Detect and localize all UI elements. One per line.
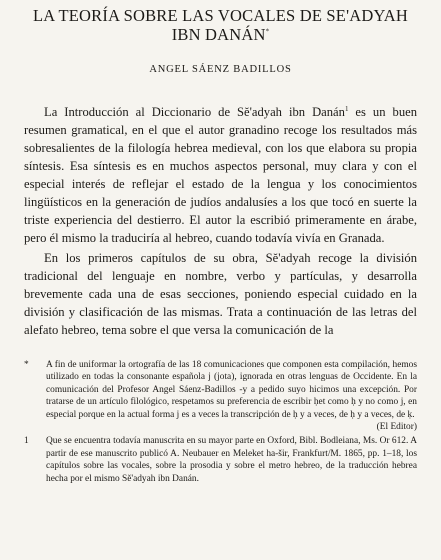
footnote-editor-tag: (El Editor): [376, 422, 417, 433]
footnote-mark: 1: [24, 436, 29, 447]
footnote-mark: *: [24, 360, 29, 370]
paragraph-2: En los primeros capítulos de su obra, Sĕ'adyah recoge la división tradicional del lenguaje en nombre, verbo y partículas, y desarrolla brevemente cada una de esas secciones, poniendo especial cuidado en la división y clasificación de las mismas. Trata a continuación de las letras del alefato hebreo, tema sobre el que versa la comunicación de la: [24, 251, 417, 337]
title-footnote-mark: *: [265, 27, 270, 36]
article-body: [24, 103, 417, 339]
paragraph-1-start: La Introducción al Diccionario de Sĕ'adyah ibn Danán: [44, 105, 345, 119]
footnotes: [24, 359, 417, 485]
footnote-ref-1: 1: [344, 104, 349, 113]
footnote-star: [24, 359, 417, 433]
footnote-1: [24, 435, 417, 485]
footnote-body: A fin de uniformar la ortografía de las 18 comunicaciones que componen esta compilación, hemos utilizado en todas la consonante española j (jota), ignorada en otras lenguas de Occidente. En la comunicación del Profesor Angel Sáenz-Badillos -y a pedido suyo hicimos una excepción. Por tratarse de un artículo filológico, respetamos su preferencia de escribir ḥet como ḥ y no como j, en especial porque en la actual forma j es a veces la transcripción de ḥ y a veces, de ḥ y a veces, de ḳ.: [46, 360, 417, 420]
article-title: [24, 6, 417, 44]
author-name: ANGEL SÁENZ BADILLOS: [149, 64, 292, 75]
footnote-text: Que se encuentra todavía manuscrita en su mayor parte en Oxford, Bibl. Bodleiana, Ms. Or 612. A partir de ese manuscrito publicó A. Neubauer en Meleket ha-šir, Frankfurt/M. 1865, pp. 1–18, los capítulos sobre las vocales, sobre la prosodia y sobre el metro hebreo, de la traducción hebrea hecha por el mismo Sĕ'adyah ibn Danán.: [46, 436, 417, 484]
title-text: LA TEORÍA SOBRE LAS VOCALES DE SE'ADYAH IBN DANÁN: [32, 6, 409, 44]
paragraph-1: [24, 103, 417, 247]
footnote-text: [46, 359, 417, 433]
paragraph-1-rest: es un buen resumen gramatical, en el que el autor granadino recoge los resultados más sobresalientes de la filología hebrea medieval, con los que elabora su propia síntesis. Esa síntesis es en muchos aspectos personal, muy clara y con el especial interés de reflejar el estado de la lengua y los conocimientos lingüísticos en la generación de judíos andalusíes a los que tocó en suerte la triste experiencia del destierro. El autor la escribió primeramente en árabe, pero él mismo la traduciría al hebreo, cuando todavía vivía en Granada.: [24, 105, 417, 245]
